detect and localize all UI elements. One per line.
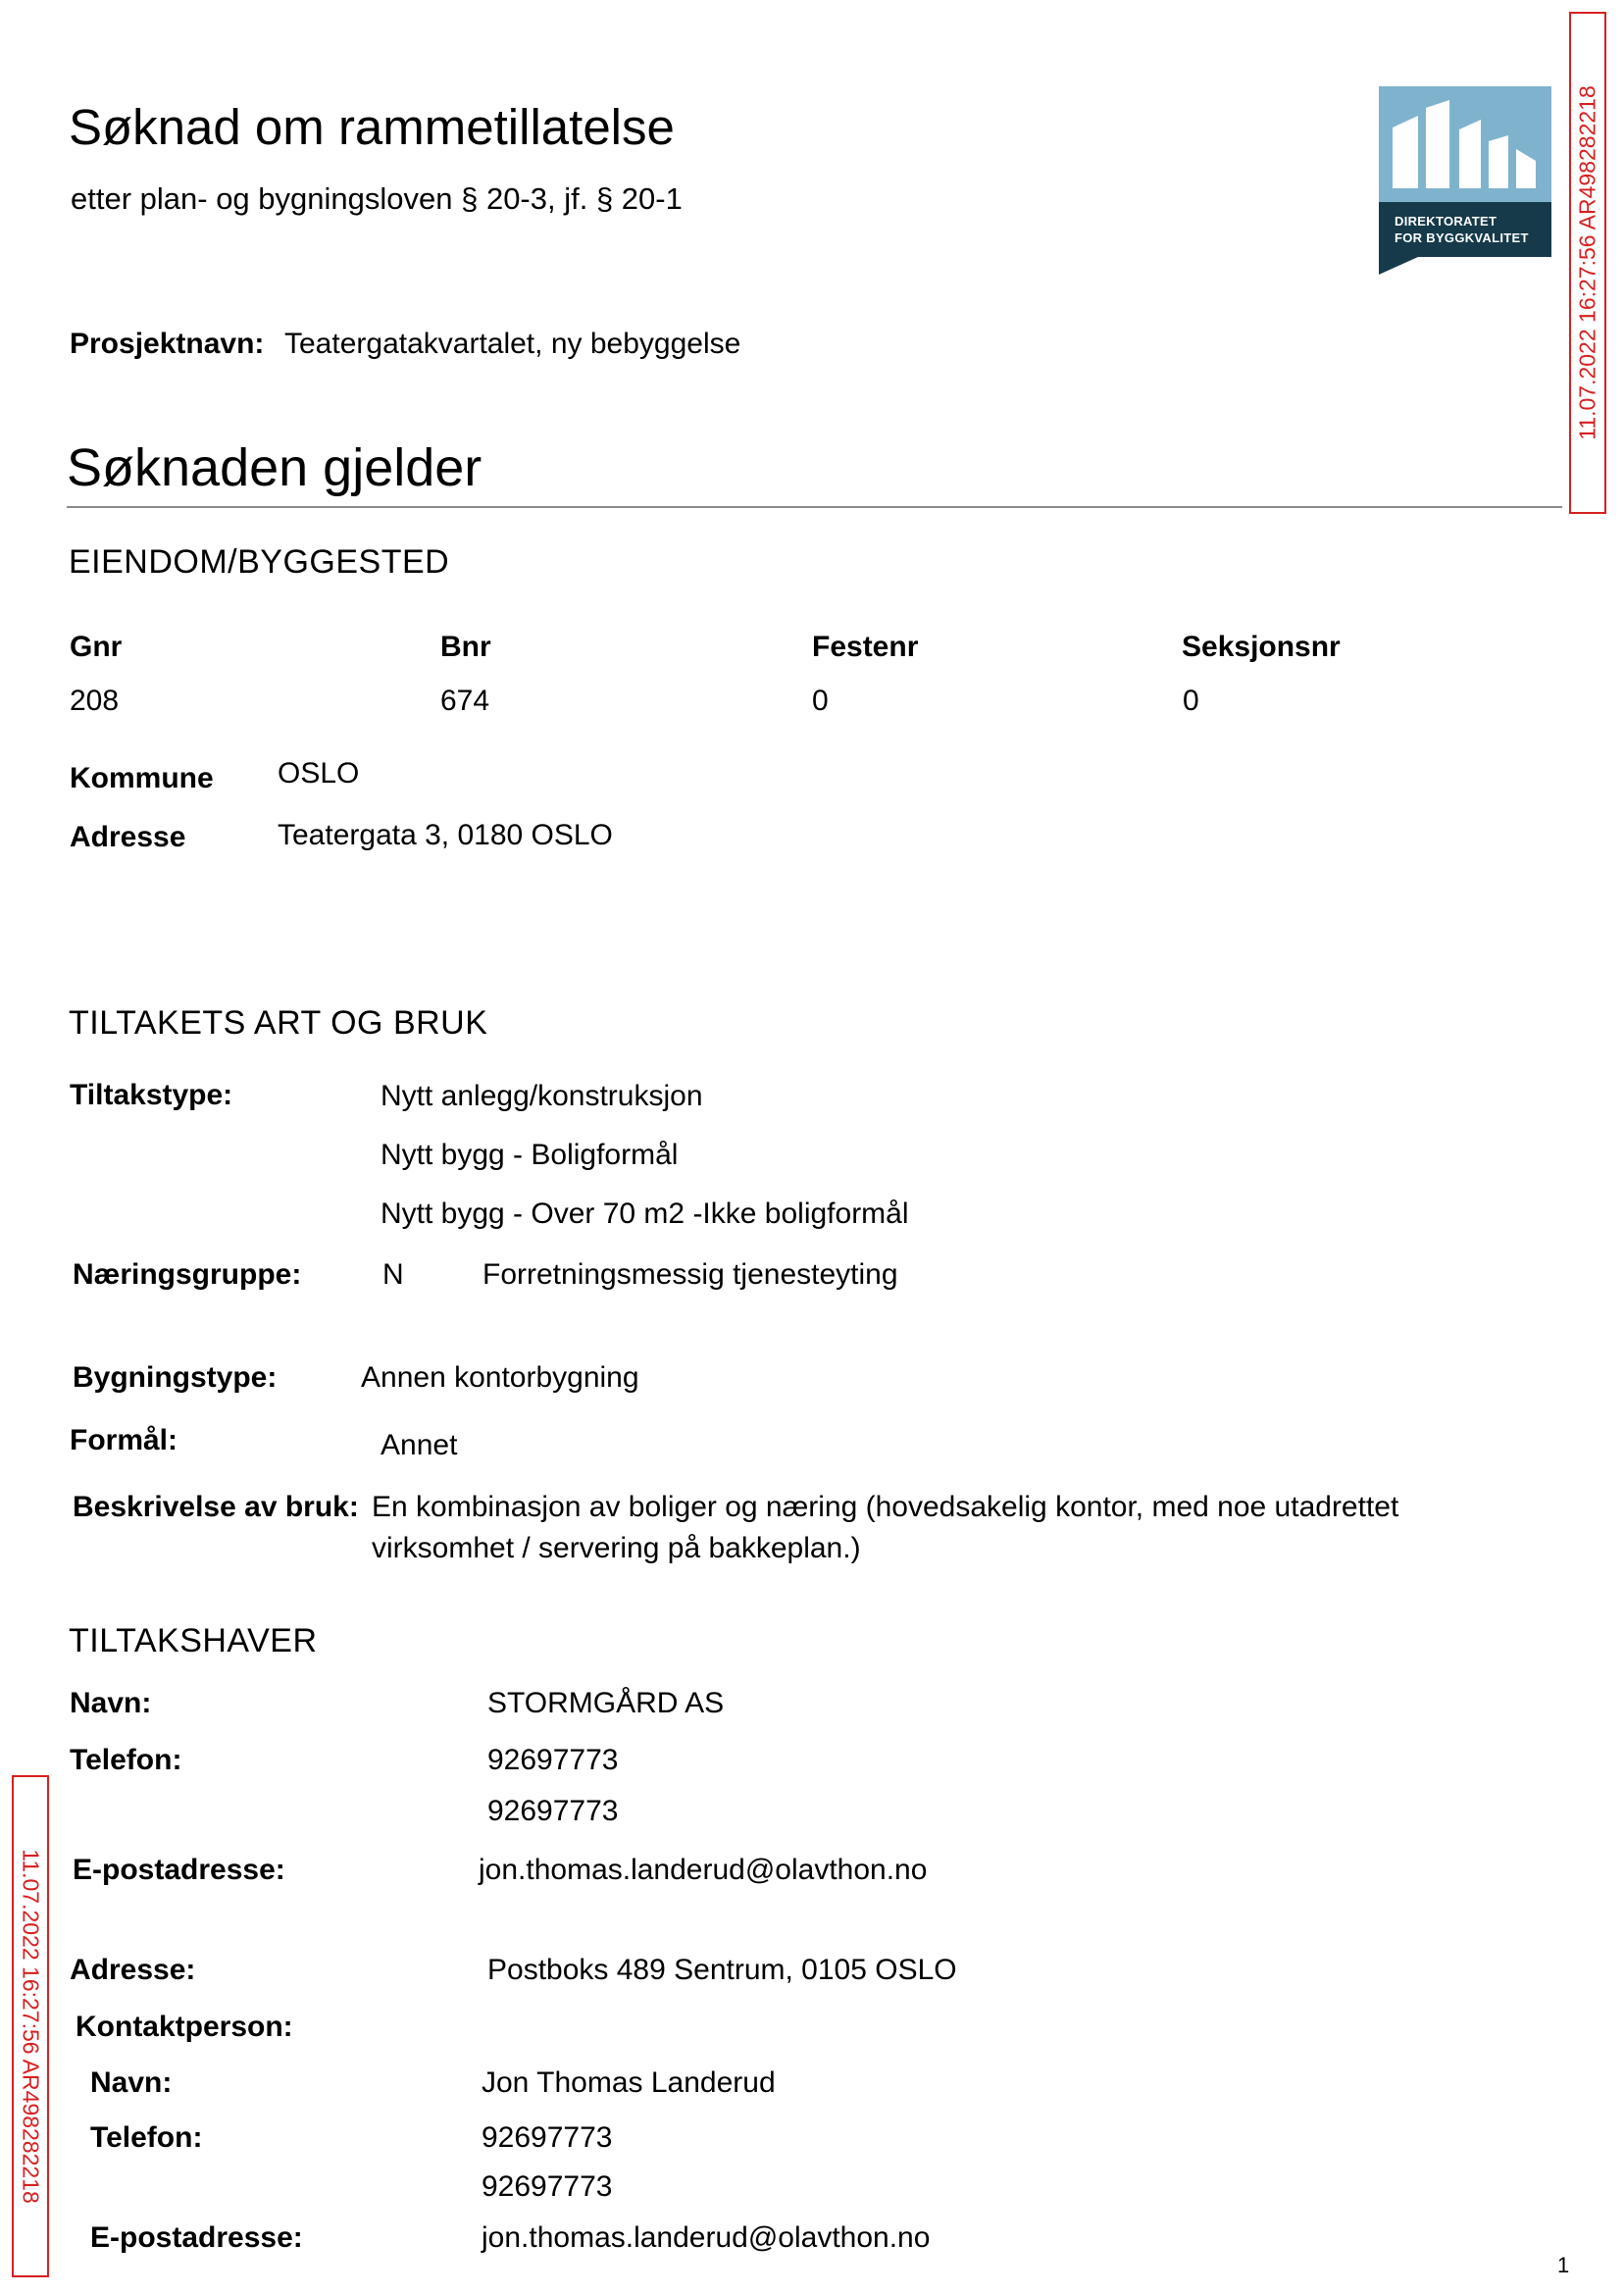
seksjonsnr-value: 0 [1183, 685, 1199, 717]
kommune-label: Kommune [70, 762, 214, 794]
measure-heading: TILTAKETS ART OG BRUK [69, 1004, 488, 1042]
logo-building-graphic [1379, 86, 1551, 202]
applicant-telefon-value-1: 92697773 [487, 1744, 619, 1776]
applicant-navn-label: Navn: [70, 1687, 152, 1719]
adresse-value: Teatergata 3, 0180 OSLO [278, 819, 613, 851]
project-name-value: Teatergatakvartalet, ny bebyggelse [284, 328, 741, 360]
bnr-value: 674 [440, 685, 490, 717]
project-name-label: Prosjektnavn: [70, 328, 265, 360]
contact-epost-value: jon.thomas.landerud@olavthon.no [482, 2221, 931, 2254]
stamp-text-left: 11.07.2022 16:27:56 AR498282218 [18, 1849, 44, 2204]
timestamp-stamp-top [1569, 12, 1606, 514]
tiltakstype-value-2: Nytt bygg - Boligformål [381, 1139, 679, 1171]
bygningstype-value: Annen kontorbygning [361, 1361, 639, 1394]
applicant-epost-label: E-postadresse: [73, 1854, 285, 1886]
contact-telefon-label: Telefon: [90, 2121, 203, 2154]
naeringsgruppe-value: Forretningsmessig tjenesteyting [482, 1258, 898, 1291]
section-heading: Søknaden gjelder [67, 438, 482, 497]
contact-telefon-value-1: 92697773 [482, 2121, 613, 2154]
naeringsgruppe-code: N [382, 1258, 404, 1291]
logo-line-1: DIREKTORATET [1395, 214, 1497, 229]
naeringsgruppe-label: Næringsgruppe: [73, 1258, 302, 1291]
beskrivelse-line-2: virksomhet / servering på bakkeplan.) [372, 1532, 861, 1564]
bnr-label: Bnr [440, 631, 491, 663]
page-number: 1 [1557, 2253, 1570, 2277]
timestamp-stamp-left [12, 1775, 49, 2277]
document-title: Søknad om rammetillatelse [69, 99, 675, 155]
gnr-value: 208 [70, 685, 120, 717]
contact-person-label: Kontaktperson: [76, 2011, 293, 2043]
contact-navn-label: Navn: [90, 2066, 173, 2099]
festenr-value: 0 [812, 685, 829, 717]
gnr-label: Gnr [70, 631, 123, 663]
tiltakstype-value-1: Nytt anlegg/konstruksjon [381, 1080, 703, 1112]
festenr-label: Festenr [812, 631, 919, 663]
formal-label: Formål: [70, 1424, 178, 1456]
tiltakstype-label: Tiltakstype: [70, 1079, 233, 1111]
kommune-value: OSLO [278, 757, 360, 790]
beskrivelse-line-1: En kombinasjon av boliger og næring (hovedsakelig kontor, med noe utadrettet [372, 1491, 1399, 1523]
applicant-heading: TILTAKSHAVER [69, 1622, 318, 1659]
applicant-navn-value: STORMGÅRD AS [487, 1687, 725, 1719]
seksjonsnr-label: Seksjonsnr [1182, 631, 1341, 663]
logo-flag-shape [1379, 257, 1418, 275]
bygningstype-label: Bygningstype: [73, 1361, 278, 1394]
stamp-text-top: 11.07.2022 16:27:56 AR498282218 [1574, 85, 1600, 440]
formal-value: Annet [381, 1429, 458, 1461]
applicant-adresse-value: Postboks 489 Sentrum, 0105 OSLO [487, 1954, 957, 1986]
tiltakstype-value-3: Nytt bygg - Over 70 m2 -Ikke boligformål [381, 1198, 909, 1230]
applicant-telefon-value-2: 92697773 [487, 1795, 619, 1827]
property-heading: EIENDOM/BYGGESTED [69, 543, 450, 581]
contact-telefon-value-2: 92697773 [482, 2170, 613, 2203]
beskrivelse-label: Beskrivelse av bruk: [73, 1491, 359, 1523]
applicant-telefon-label: Telefon: [70, 1744, 182, 1776]
dibk-logo [1379, 86, 1551, 275]
logo-text-band [1379, 202, 1551, 257]
contact-navn-value: Jon Thomas Landerud [482, 2066, 776, 2099]
document-subtitle: etter plan- og bygningsloven § 20-3, jf. § 20-1 [71, 181, 683, 216]
applicant-adresse-label: Adresse: [70, 1954, 196, 1986]
adresse-label: Adresse [70, 821, 186, 853]
logo-line-2: FOR BYGGKVALITET [1395, 230, 1529, 245]
section-divider [67, 506, 1562, 508]
contact-epost-label: E-postadresse: [90, 2221, 303, 2254]
applicant-epost-value: jon.thomas.landerud@olavthon.no [479, 1854, 928, 1886]
